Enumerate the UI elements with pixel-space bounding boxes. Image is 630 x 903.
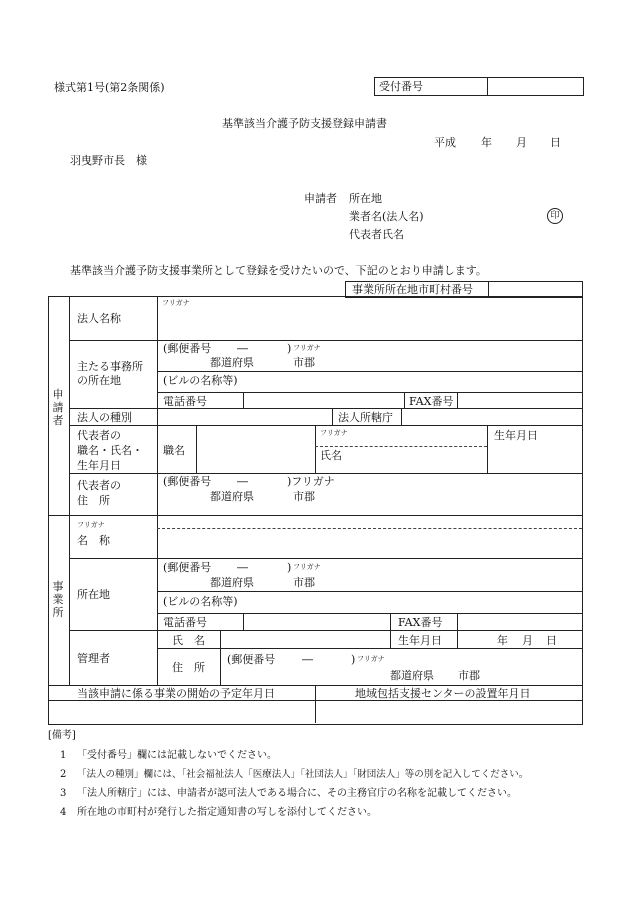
date-year: 年 xyxy=(481,136,492,149)
office-code-label: 事業所所在地市町村番号 xyxy=(352,283,473,296)
city-label-1: 市郡 xyxy=(293,356,315,369)
note-4-no: 4 xyxy=(60,807,67,818)
office-furigana-label: フリガナ xyxy=(77,521,105,529)
rep-addr-label-1: 代表者の xyxy=(77,479,121,492)
corp-authority-label: 法人所轄庁 xyxy=(338,411,393,424)
receipt-number-field[interactable] xyxy=(492,80,578,92)
note-2-no: 2 xyxy=(60,769,67,780)
mgr-birth-year: 年 xyxy=(497,634,508,647)
prefecture-label-4: 都道府県 xyxy=(390,669,434,682)
prefecture-label-1: 都道府県 xyxy=(210,356,254,369)
fax-label-3: FAX番号 xyxy=(398,616,443,629)
job-title-label: 職名 xyxy=(163,444,185,457)
receipt-number-label: 受付番号 xyxy=(379,80,423,93)
phone-label-3: 電話番号 xyxy=(163,616,207,629)
side-label-applicant: 申請者 xyxy=(52,388,64,427)
main-office-label-2: の所在地 xyxy=(77,374,121,387)
rep-name-label: 氏名 xyxy=(320,449,342,462)
postal-dash-1: ― xyxy=(237,342,248,355)
business-name-label: 業者名(法人名) xyxy=(349,210,424,223)
manager-label: 管理者 xyxy=(77,652,110,665)
rep-label-1: 代表者の xyxy=(77,429,121,442)
office-name-label: 名 称 xyxy=(77,534,110,547)
applicant-label: 申請者 xyxy=(304,192,337,205)
date-month: 月 xyxy=(516,136,527,149)
furigana-label-3: フリガナ xyxy=(293,563,321,571)
prefecture-label-2: 都道府県 xyxy=(210,490,254,503)
furigana-label-1: フリガナ xyxy=(293,344,321,352)
city-label-2: 市郡 xyxy=(293,490,315,503)
postal-label-4: (郵便番号 xyxy=(227,653,276,666)
prefecture-label-3: 都道府県 xyxy=(210,576,254,589)
note-4-text: 所在地の市町村が発行した指定通知書の写しを添付してください。 xyxy=(77,807,377,818)
start-date-label: 当該申請に係る事業の開始の予定年月日 xyxy=(77,687,275,700)
note-1-no: 1 xyxy=(60,750,67,761)
postal-label-2: (郵便番号 xyxy=(163,475,212,488)
postal-close-2: )フリガナ xyxy=(287,475,335,488)
form-title: 基準該当介護予防支援登録申請書 xyxy=(222,117,387,130)
mgr-birth-day: 日 xyxy=(546,634,557,647)
mgr-addr-label: 住 所 xyxy=(172,661,205,674)
corp-name-label: 法人名称 xyxy=(77,312,121,325)
main-office-label-1: 主たる事務所 xyxy=(77,360,143,373)
date-day: 日 xyxy=(550,136,561,149)
postal-label-3: (郵便番号 xyxy=(163,561,212,574)
mgr-name-label: 氏 名 xyxy=(172,634,205,647)
note-2-text: 「法人の種別」欄には、「社会福祉法人「医療法人」「社団法人」「財団法人」等の別を記入してください。 xyxy=(77,769,529,780)
office-location-label: 所在地 xyxy=(77,588,110,601)
representative-label: 代表者氏名 xyxy=(349,228,404,241)
city-label-3: 市郡 xyxy=(293,576,315,589)
postal-close-4: ) xyxy=(351,653,356,666)
note-1-text: 「受付番号」欄には記載しないでください。 xyxy=(77,750,277,761)
postal-label-1: (郵便番号 xyxy=(163,342,212,355)
postal-dash-4: ― xyxy=(302,653,313,666)
city-label-4: 市郡 xyxy=(458,669,480,682)
corp-name-field[interactable] xyxy=(162,312,572,332)
side-label-office: 事業所 xyxy=(52,580,64,619)
rep-addr-label-2: 住 所 xyxy=(77,494,110,507)
fax-label-1: FAX番号 xyxy=(409,395,454,408)
seal-mark: 印 xyxy=(547,208,563,224)
mgr-birth-label: 生年月日 xyxy=(398,634,442,647)
intro-text: 基準該当介護予防支援事業所として登録を受けたいので、下記のとおり申請します。 xyxy=(70,264,487,277)
postal-dash-2: ― xyxy=(237,475,248,488)
furigana-label-4: フリガナ xyxy=(357,655,385,663)
rep-label-2: 職名・氏名・ xyxy=(77,444,143,457)
phone-label-1: 電話番号 xyxy=(163,395,207,408)
mgr-birth-month: 月 xyxy=(522,634,533,647)
center-date-field[interactable] xyxy=(320,703,578,720)
start-date-field[interactable] xyxy=(52,703,310,720)
postal-close-3: ) xyxy=(287,561,292,574)
corp-type-label: 法人の種別 xyxy=(77,411,132,424)
location-label: 所在地 xyxy=(349,192,382,205)
building-label-3: (ビルの名称等) xyxy=(163,595,238,608)
rep-birth-label: 生年月日 xyxy=(494,429,538,442)
center-date-label: 地域包括支援センターの設置年月日 xyxy=(355,687,531,700)
building-label-1: (ビルの名称等) xyxy=(163,374,238,387)
date-era: 平成 xyxy=(434,136,456,149)
rep-label-3: 生年月日 xyxy=(77,459,121,472)
postal-dash-3: ― xyxy=(237,561,248,574)
addressee: 羽曳野市長 様 xyxy=(70,154,147,167)
postal-close-1: ) xyxy=(287,342,292,355)
form-number: 様式第1号(第2条関係) xyxy=(54,81,165,94)
notes-title: [備考] xyxy=(48,730,76,741)
rep-furigana-label: フリガナ xyxy=(320,429,348,437)
corp-furigana-label: フリガナ xyxy=(162,299,190,307)
note-3-no: 3 xyxy=(60,788,67,799)
note-3-text: 「法人所轄庁」には、申請者が認可法人である場合に、その主務官庁の名称を記載してください。 xyxy=(77,788,517,799)
